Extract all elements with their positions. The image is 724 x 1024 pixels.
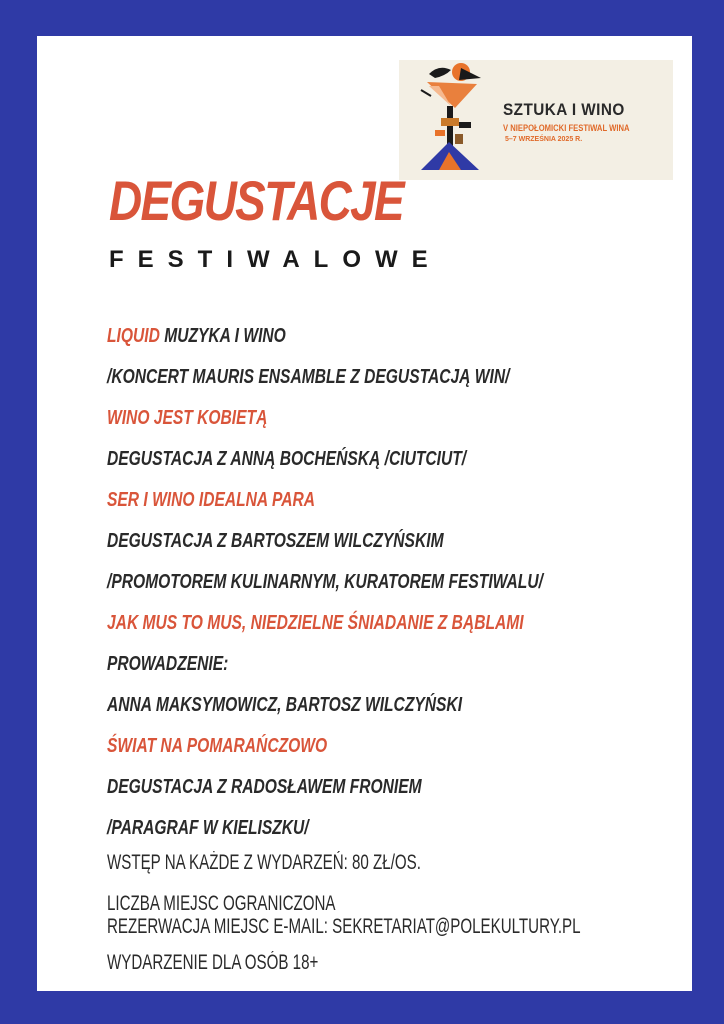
poster-sheet <box>37 36 692 991</box>
event-line <box>107 316 559 357</box>
event-accent: LIQUID <box>107 325 160 347</box>
event-title: ŚWIAT NA POMARAŃCZOWO <box>107 735 328 757</box>
price-info: WSTĘP NA KAŻDE Z WYDARZEŃ: 80 ZŁ/OS. <box>107 851 421 874</box>
festival-logo <box>399 60 673 180</box>
event-line: DEGUSTACJA Z RADOSŁAWEM FRONIEM <box>107 776 422 798</box>
event-line: /PARAGRAF W KIELISZKU/ <box>107 817 309 839</box>
event-list <box>107 316 687 849</box>
event-title: JAK MUS TO MUS, NIEDZIELNE ŚNIADANIE Z BĄBLAMI <box>107 612 524 634</box>
event-title: WINO JEST KOBIETĄ <box>107 407 268 429</box>
event-line: DEGUSTACJA Z BARTOSZEM WILCZYŃSKIM <box>107 530 444 552</box>
page-title: DEGUSTACJE <box>109 169 404 232</box>
logo-title: SZTUKA I WINO <box>503 100 625 119</box>
limited-seats-info: LICZBA MIEJSC OGRANICZONA <box>107 892 336 915</box>
event-line: DEGUSTACJA Z ANNĄ BOCHEŃSKĄ /CIUTCIUT/ <box>107 448 467 470</box>
event-line: ANNA MAKSYMOWICZ, BARTOSZ WILCZYŃSKI <box>107 694 463 716</box>
event-line: PROWADZENIE: <box>107 653 229 675</box>
event-line: /PROMOTOREM KULINARNYM, KURATOREM FESTIWALU/ <box>107 571 543 593</box>
info-footer <box>107 848 687 978</box>
event-title: SER I WINO IDEALNA PARA <box>107 489 316 511</box>
event-text: MUZYKA I WINO <box>159 325 286 347</box>
age-info: WYDARZENIE DLA OSÓB 18+ <box>107 951 319 974</box>
page-subtitle: FESTIWALOWE <box>109 246 442 273</box>
logo-date: 5–7 WRZEŚNIA 2025 R. <box>505 136 583 143</box>
event-line: /KONCERT MAURIS ENSAMBLE Z DEGUSTACJĄ WIN/ <box>107 366 510 388</box>
logo-subtitle: V NIEPOŁOMICKI FESTIWAL WINA <box>503 123 630 133</box>
wine-glass-artwork-icon <box>399 60 673 180</box>
reservation-info: REZERWACJA MIEJSC E-MAIL: SEKRETARIAT@POLEKULTURY.PL <box>107 915 581 938</box>
